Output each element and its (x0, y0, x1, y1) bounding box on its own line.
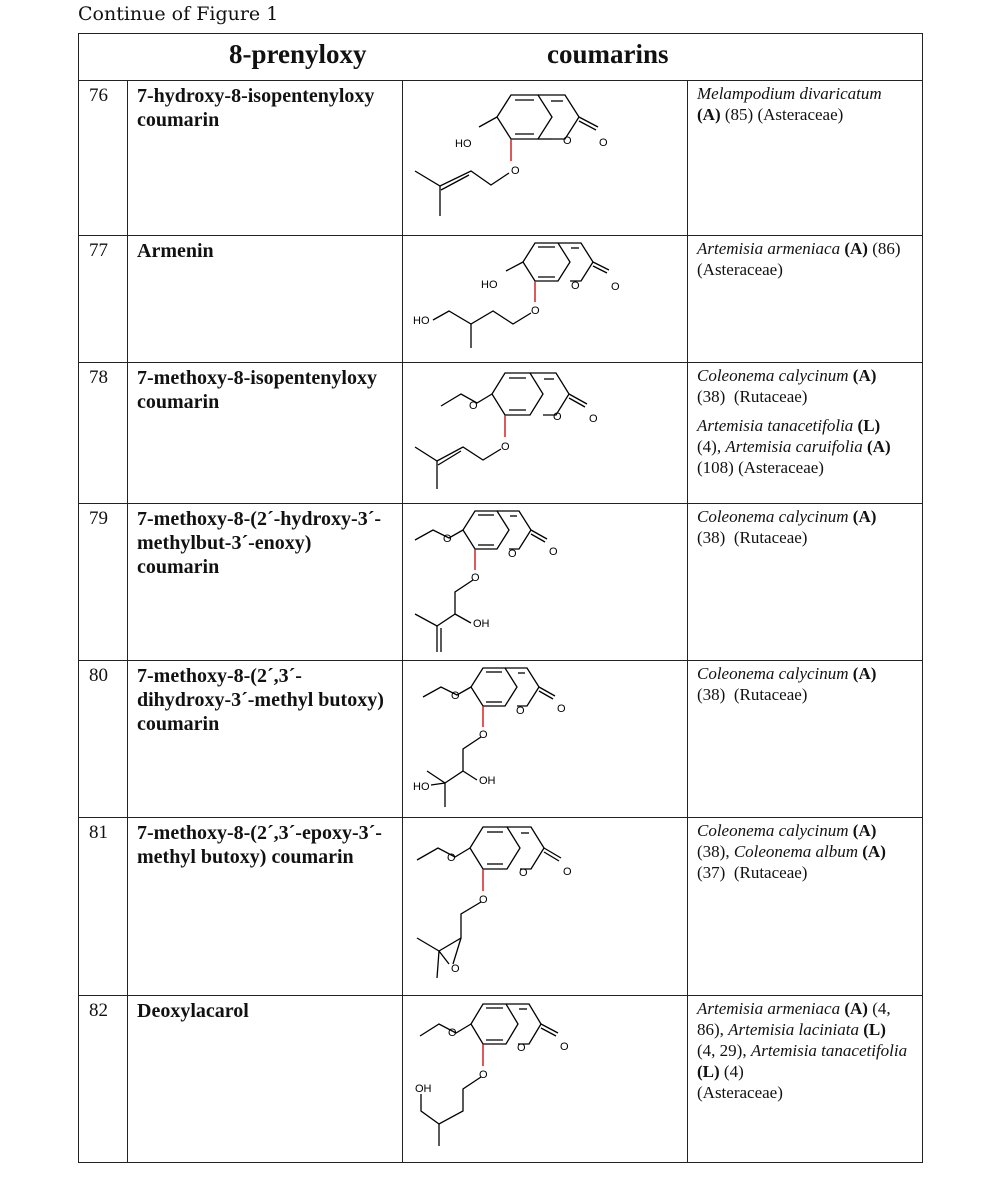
atom-label: O (471, 572, 480, 584)
compound-number: 79 (79, 504, 128, 661)
structure-78 (403, 363, 688, 504)
compound-number: 82 (79, 996, 128, 1163)
compound-name: 7-methoxy-8-(2´,3´-dihydroxy-3´-methyl butoxy) coumarin (128, 661, 403, 818)
family-name: (Rutaceae) (733, 528, 808, 547)
table-row (79, 236, 923, 363)
compound-number: 81 (79, 818, 128, 996)
coumarin-core (420, 1004, 558, 1066)
prenyl-chain (415, 171, 509, 216)
structure-76 (403, 81, 688, 236)
plant-part: (L) (857, 416, 881, 435)
plant-part: (A) (852, 821, 877, 840)
source-cell (688, 996, 923, 1163)
atom-label: OH (473, 618, 490, 630)
structure-cell (403, 236, 688, 363)
species-name: Coleonema calycinum (697, 664, 849, 683)
compound-number: 80 (79, 661, 128, 818)
header-title-right: coumarins (547, 39, 669, 69)
compound-number: 77 (79, 236, 128, 363)
family-name: (Rutaceae) (733, 685, 808, 704)
atom-label: O (511, 165, 520, 177)
species-name: Artemisia tanacetifolia (697, 416, 854, 435)
structure-cell (403, 81, 688, 236)
compound-name: 7-methoxy-8-(2´-hydroxy-3´-methylbut-3´-enoxy) coumarin (128, 504, 403, 661)
atom-label: OH (415, 1083, 432, 1095)
coumarin-core (415, 511, 547, 570)
plant-part: (A) (867, 437, 891, 456)
coumarin-core (506, 243, 609, 302)
species-name: Coleonema calycinum (697, 821, 849, 840)
atom-label: O (519, 867, 528, 879)
species-name: Melampodium divaricatum (697, 84, 882, 103)
atom-label: O (451, 963, 460, 975)
table-row (79, 996, 923, 1163)
atom-label: O (479, 1069, 488, 1081)
reference: (4, 29), (697, 1041, 747, 1060)
compound-table (78, 33, 923, 1163)
atom-label: O (531, 305, 540, 317)
atom-label: O (451, 690, 460, 702)
reference: (38) (697, 387, 726, 406)
reference: (38) (697, 528, 726, 547)
source-cell (688, 504, 923, 661)
source-cell (688, 236, 923, 363)
table-row (79, 363, 923, 504)
coumarin-core (417, 827, 561, 891)
reference: (85) (724, 105, 754, 124)
plant-part: (L) (863, 1020, 886, 1039)
prenyl-chain (415, 447, 501, 489)
table-row (79, 661, 923, 818)
compound-name: Deoxylacarol (128, 996, 403, 1163)
plant-part: (A) (852, 366, 877, 385)
reference: (38) (697, 685, 726, 704)
coumarin-core (479, 95, 598, 161)
atom-label: O (479, 729, 488, 741)
atom-label: O (517, 1042, 526, 1054)
atom-label: O (571, 280, 580, 292)
atom-label: O (599, 137, 608, 149)
reference: (37) (697, 863, 726, 882)
structure-cell (403, 818, 688, 996)
atom-label: O (508, 548, 517, 560)
atom-label: O (589, 413, 598, 425)
atom-label: OH (479, 775, 496, 787)
compound-name: 7-hydroxy-8-isopentenyloxy coumarin (128, 81, 403, 236)
structure-79 (403, 504, 688, 661)
family-name: (Asteraceae) (738, 458, 824, 477)
species-name: Coleonema calycinum (697, 366, 849, 385)
compound-name: 7-methoxy-8-(2´,3´-epoxy-3´-methyl butoxy) coumarin (128, 818, 403, 996)
atom-label: HO (413, 781, 430, 793)
plant-part: (A) (852, 664, 877, 683)
atom-label: O (448, 1027, 457, 1039)
structure-cell (403, 996, 688, 1163)
atom-label: HO (413, 315, 430, 327)
compound-number: 78 (79, 363, 128, 504)
table-row (79, 504, 923, 661)
atom-label: O (447, 852, 456, 864)
table-header-row (79, 34, 923, 81)
compound-name: Armenin (128, 236, 403, 363)
figure-caption: Continue of Figure 1 (78, 3, 279, 25)
compound-number: 76 (79, 81, 128, 236)
family-name: (Asteraceae) (697, 1083, 783, 1102)
atom-label: O (560, 1041, 569, 1053)
structure-80 (403, 661, 688, 818)
reference: (38), (697, 842, 730, 861)
structure-81 (403, 818, 688, 996)
structure-cell (403, 661, 688, 818)
atom-label: O (563, 135, 572, 147)
species-name: Coleonema calycinum (697, 507, 849, 526)
atom-label: O (443, 533, 452, 545)
source-cell (688, 818, 923, 996)
atom-label: O (501, 441, 510, 453)
table-row (79, 81, 923, 236)
atom-label: HO (455, 138, 472, 150)
structure-77 (403, 236, 688, 363)
atom-label: O (516, 705, 525, 717)
source-cell (688, 81, 923, 236)
table-row (79, 818, 923, 996)
family-name: (Rutaceae) (733, 863, 808, 882)
plant-part: (A) (844, 999, 868, 1018)
species-name: Artemisia caruifolia (725, 437, 863, 456)
atom-label: O (549, 546, 558, 558)
plant-part: (A) (862, 842, 886, 861)
structure-cell (403, 363, 688, 504)
family-name: (Asteraceae) (757, 105, 844, 124)
atom-label: O (479, 894, 488, 906)
source-cell (688, 363, 923, 504)
source-cell (688, 661, 923, 818)
atom-label: O (469, 400, 478, 412)
structure-cell (403, 504, 688, 661)
side-chain (433, 311, 531, 324)
plant-part: (A) (852, 507, 877, 526)
coumarin-core (423, 668, 555, 727)
atom-label: O (563, 866, 572, 878)
species-name: Artemisia armeniaca (697, 239, 841, 258)
species-name: Coleonema album (733, 842, 859, 861)
family-name: (Rutaceae) (733, 387, 808, 406)
plant-part: (L) (697, 1062, 720, 1081)
plant-part: (A) (844, 239, 868, 258)
header-title-left: 8-prenyloxy (229, 39, 367, 69)
species-name: Artemisia laciniata (728, 1020, 859, 1039)
atom-label: O (611, 281, 620, 293)
coumarin-core (441, 373, 587, 437)
atom-label: HO (481, 279, 498, 291)
reference: (108) (697, 458, 734, 477)
compound-name: 7-methoxy-8-isopentenyloxy coumarin (128, 363, 403, 504)
reference: (4, 86), (697, 999, 891, 1039)
plant-part: (A) (697, 105, 721, 124)
species-name: Artemisia tanacetifolia (750, 1041, 908, 1060)
atom-label: O (557, 703, 566, 715)
family-name: (Asteraceae) (697, 260, 783, 279)
atom-label: O (553, 411, 562, 423)
reference: (4) (723, 1062, 744, 1081)
reference: (4), (697, 437, 722, 456)
species-name: Artemisia armeniaca (697, 999, 841, 1018)
structure-82 (403, 996, 688, 1163)
reference: (86) (872, 239, 901, 258)
